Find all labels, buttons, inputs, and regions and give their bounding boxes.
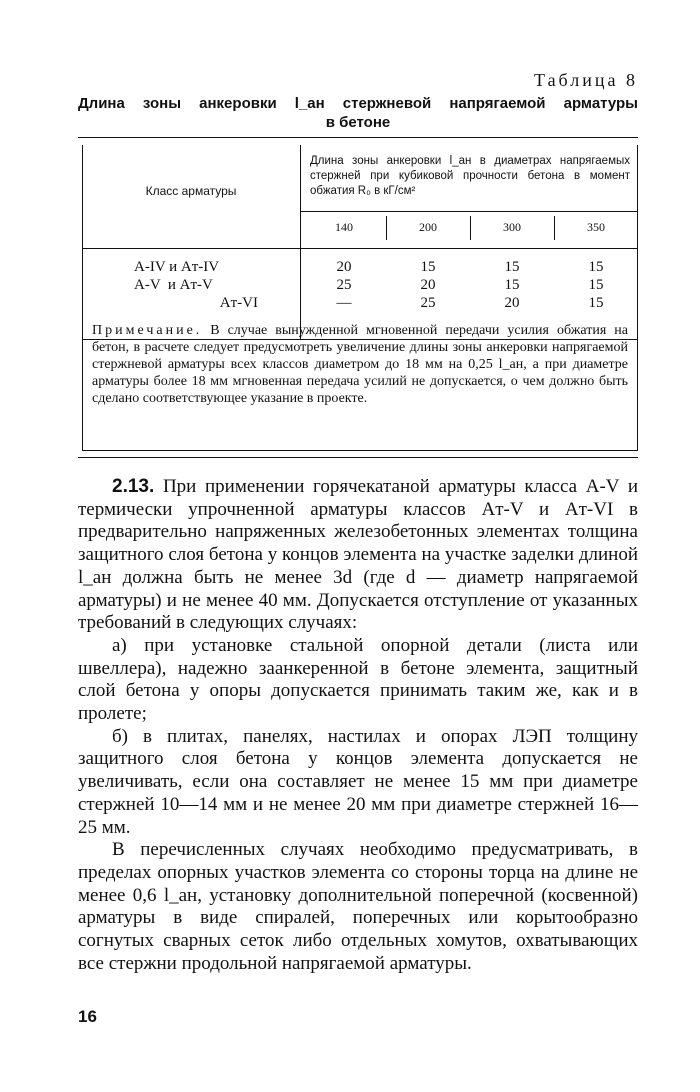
- paragraph: В перечисленных случаях необходимо предусматривать, в пределах опорных участков элемента со стороны торца на длине не менее 0,6 l_ан, установку дополнительной поперечной (косвенной) арматуры в виде спиралей, поперечных или корытообразно согнутых сварных сеток либо отдельных хомутов, охватывающих все стержни продольной напрягаемой арматуры.: [78, 839, 638, 974]
- table-cell: 15: [504, 259, 520, 275]
- values-column-140: [302, 258, 386, 312]
- table-cell: 25: [336, 277, 352, 293]
- table-title-line-1: Длина зоны анкеровки l_ан стержневой напрягаемой арматуры: [78, 95, 638, 112]
- header-rule: [82, 248, 638, 249]
- paragraph: б) в плитах, панелях, настилах и опорах ЛЭП толщину защитного слоя бетона у концов элемента допускается не увеличивать, если она составляет не менее 15 мм при диаметре стержней 10—14 мм и не менее 20 мм при диаметре стержней 16—25 мм.: [78, 725, 638, 838]
- table-cell: 15: [588, 277, 604, 293]
- row-class: A-V и Aт-V: [134, 277, 213, 293]
- table-cell: 25: [420, 295, 436, 311]
- table-under-rule: [78, 457, 638, 458]
- class-column: [134, 258, 274, 312]
- table-column-separator: [300, 145, 301, 339]
- table-cell: —: [336, 295, 352, 311]
- table-title: [78, 94, 638, 132]
- table-cell: 15: [420, 259, 436, 275]
- values-column-300: [470, 258, 554, 312]
- column-header-length: Длина зоны анкеровки l_ан в диаметрах напрягаемых стержней при кубиковой прочности бетона в момент обжатия R₀ в кГ/см²: [310, 155, 630, 197]
- page-number: 16: [78, 1007, 97, 1026]
- row-class: A-IV и Aт-IV: [134, 259, 220, 275]
- table-cell: 15: [588, 259, 604, 275]
- anchorage-table: [78, 140, 638, 452]
- note-text: В случае вынужденной мгновенной передачи усилия обжатия на бетон, в расчете следует предусмотреть увеличение длины зоны анкеровки напрягаемой стержневой арматуры всех классов диаметром до 18 мм на 0,25 l_ан, а при диаметре арматуры более 18 мм мгновенная передача усилий не допускается, о чем должно быть сделано соответствующее указание в проекте.: [92, 323, 628, 406]
- strength-header-300: 300: [503, 220, 521, 234]
- table-cell: 20: [420, 277, 436, 293]
- paragraph-text: При применении горячекатаной арматуры класса A-V и термически упрочненной арматуры классов Aт-V и Aт-VI в предварительно напряженных железобетонных элементах толщина защитного слоя бетона у концов элемента на участке заделки длиной l_ан должна быть не менее 3d (где d — диаметр напрягаемой арматуры) и не менее 40 мм. Допускается отступление от указанных требований в следующих случаях:: [78, 476, 639, 634]
- table-number-label: Таблица 8: [534, 70, 638, 90]
- table-cell: 15: [588, 295, 604, 311]
- table-cell: 20: [336, 259, 352, 275]
- table-title-line-2: в бетоне: [325, 114, 391, 131]
- strength-header-200: 200: [419, 220, 437, 234]
- values-column-200: [386, 258, 470, 312]
- section-number: 2.13.: [112, 476, 155, 497]
- values-column-350: [554, 258, 638, 312]
- paragraph: а) при установке стальной опорной детали (листа или швеллера), надежно заанкеренной в бетоне элемента, защитный слой бетона у опоры допускается принимать таким же, как и в пролете;: [78, 634, 638, 725]
- note-label: Примечание.: [92, 323, 203, 338]
- table-note: [92, 322, 628, 407]
- table-top-rule: [78, 137, 638, 138]
- header-sub-rule: [300, 211, 638, 212]
- strength-header-140: 140: [335, 220, 353, 234]
- strength-header-350: 350: [587, 220, 605, 234]
- table-cell: 20: [504, 295, 520, 311]
- table-bottom-rule: [82, 450, 638, 451]
- paragraph: [78, 476, 638, 635]
- section-body: [78, 476, 638, 975]
- table-cell: 15: [504, 277, 520, 293]
- row-class: Aт-VI: [219, 295, 258, 311]
- column-header-class: Класс арматуры: [145, 184, 237, 198]
